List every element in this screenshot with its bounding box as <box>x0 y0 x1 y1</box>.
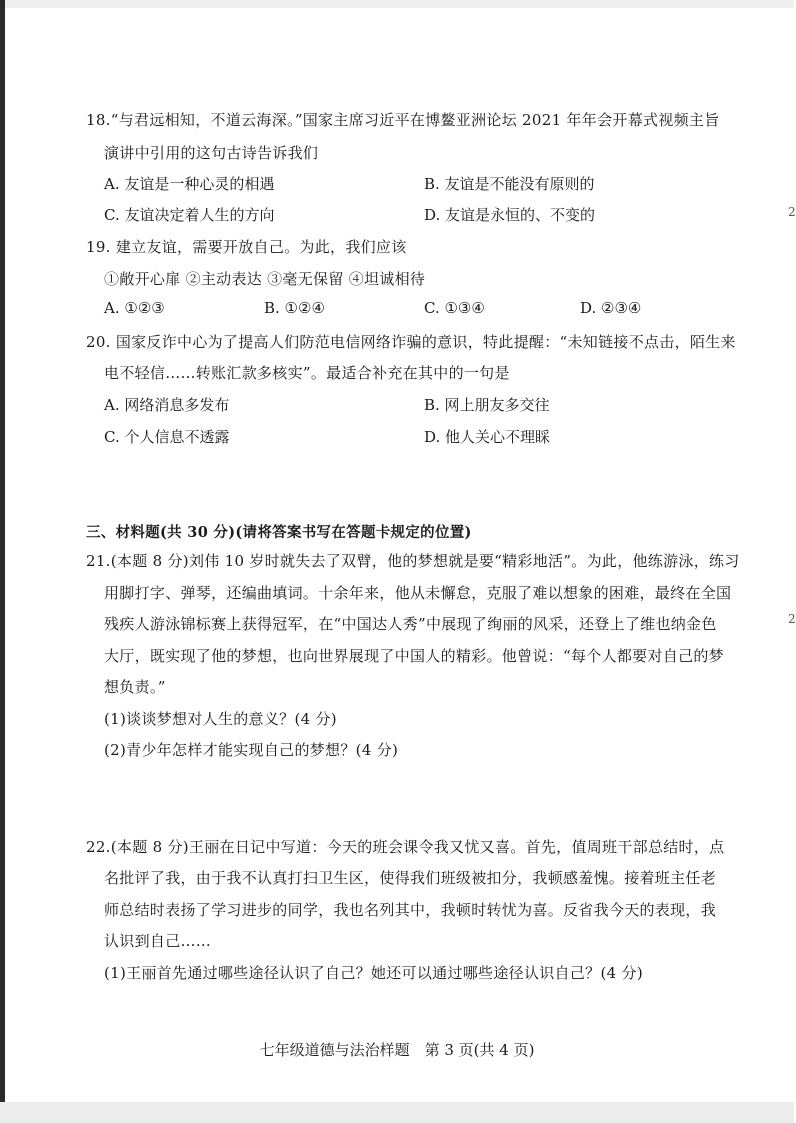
option-c: C. 个人信息不透露 <box>104 428 230 446</box>
question-text: 21.(本题 8 分)刘伟 10 岁时就失去了双臂，他的梦想就是要“精彩地活”。为此，他练游泳，练习 <box>86 552 740 570</box>
margin-mark: 2 <box>788 205 796 219</box>
sub-question: (1)王丽首先通过哪些途径认识了自己？她还可以通过哪些途径认识自己？(4 分) <box>104 964 643 982</box>
question-text: 用脚打字、弹琴，还编曲填词。十余年来，他从未懈怠，克服了难以想象的困难，最终在全国 <box>104 584 732 602</box>
option-c: C. 友谊决定着人生的方向 <box>104 206 275 224</box>
question-text: 18.“与君远相知，不道云海深。”国家主席习近平在博鳌亚洲论坛 2021 年年会开幕式视频主旨 <box>86 111 720 129</box>
question-text: 大厅，既实现了他的梦想，也向世界展现了中国人的精彩。他曾说：“每个人都要对自己的梦 <box>104 647 724 665</box>
page-footer: 七年级道德与法治样题 第 3 页(共 4 页) <box>259 1041 535 1059</box>
question-text: 19. 建立友谊，需要开放自己。为此，我们应该 <box>86 238 407 256</box>
option-b: B. ①②④ <box>264 299 325 317</box>
question-text: 演讲中引用的这句古诗告诉我们 <box>104 144 319 162</box>
question-text: 想负责。” <box>104 678 166 696</box>
option-a: A. 友谊是一种心灵的相遇 <box>104 175 275 193</box>
question-text: ①敞开心扉 ②主动表达 ③毫无保留 ④坦诚相待 <box>104 270 426 288</box>
question-text: 名批评了我，由于我不认真打扫卫生区，使得我们班级被扣分，我顿感羞愧。接着班主任老 <box>104 869 717 887</box>
option-b: B. 网上朋友多交往 <box>424 396 550 414</box>
option-c: C. ①③④ <box>424 299 485 317</box>
question-text: 22.(本题 8 分)王丽在日记中写道：今天的班会课令我又忧又喜。首先，值周班干部总结时，点 <box>86 838 725 856</box>
option-a: A. ①②③ <box>104 299 165 317</box>
scan-bottom-edge <box>0 1102 794 1123</box>
sub-question: (1)谈谈梦想对人生的意义？(4 分) <box>104 710 337 728</box>
question-text: 20. 国家反诈中心为了提高人们防范电信网络诈骗的意识，特此提醒：“未知链接不点击，陌生来 <box>86 333 736 351</box>
question-text: 残疾人游泳锦标赛上获得冠军，在“中国达人秀”中展现了绚丽的风采，还登上了维也纳金色 <box>104 615 717 633</box>
margin-mark: 2 <box>788 612 796 626</box>
option-d: D. 他人关心不理睬 <box>424 428 551 446</box>
sub-question: (2)青少年怎样才能实现自己的梦想？(4 分) <box>104 741 399 759</box>
question-text: 认识到自己…… <box>104 932 212 950</box>
option-a: A. 网络消息多发布 <box>104 396 230 414</box>
section-heading: 三、材料题(共 30 分)(请将答案书写在答题卡规定的位置) <box>86 524 472 541</box>
scan-left-edge <box>0 0 5 1123</box>
question-text: 电不轻信……转账汇款多核实”。最适合补充在其中的一句是 <box>104 364 510 382</box>
option-d: D. 友谊是永恒的、不变的 <box>424 206 596 224</box>
option-d: D. ②③④ <box>580 299 642 317</box>
scan-top-edge <box>0 0 794 8</box>
option-b: B. 友谊是不能没有原则的 <box>424 175 595 193</box>
question-text: 师总结时表扬了学习进步的同学，我也名列其中，我顿时转忧为喜。反省我今天的表现，我 <box>104 901 717 919</box>
